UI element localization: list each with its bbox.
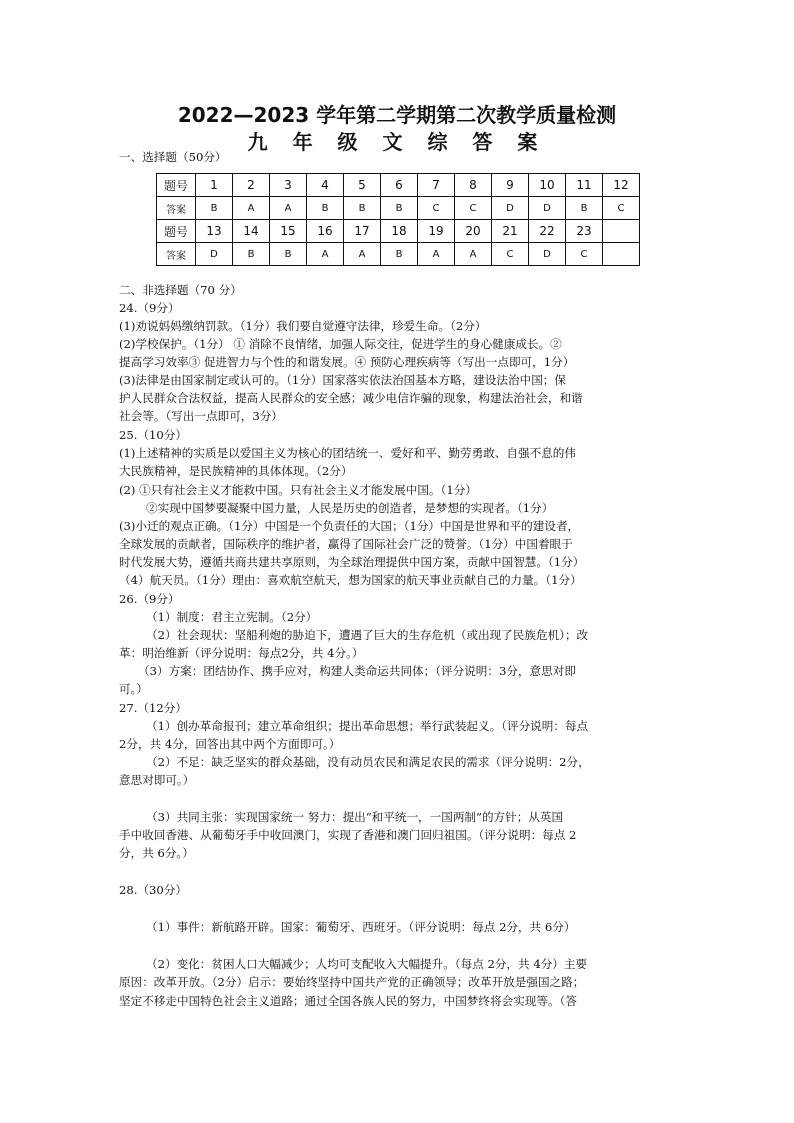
answer-line: （2）不足：缺乏坚实的群众基础，没有动员农民和满足农民的需求（评分说明：2分， <box>146 755 590 769</box>
table-cell: B <box>307 197 344 220</box>
table-cell: B <box>381 197 418 220</box>
answer-table <box>156 173 640 266</box>
answer-line: 28.（30分） <box>119 883 187 897</box>
table-cell: B <box>381 243 418 266</box>
answer-line: （1）事件：新航路开辟。国家：葡萄牙、西班牙。（评分说明：每点 2分，共 6分） <box>146 920 576 934</box>
table-cell: 22 <box>529 220 566 243</box>
answer-line: （2）社会现状：坚船利炮的胁迫下，遭遇了巨大的生存危机（或出现了民族危机）；改 <box>146 628 589 642</box>
table-cell: 21 <box>492 220 529 243</box>
table-cell: A <box>270 197 307 220</box>
answer-line: 提高学习效率③ 促进智力与个性的和谐发展。④ 预防心理疾病等（写出一点即可，1分） <box>119 355 575 369</box>
table-cell: 15 <box>270 220 307 243</box>
answer-line: （2）变化：贫困人口大幅减少；人均可支配收入大幅提升。（每点 2分，共 4分）主要 <box>146 957 588 971</box>
answer-line: (1)劝说妈妈缴纳罚款。（1分）我们要自觉遵守法律，珍爱生命。（2分） <box>119 319 487 333</box>
row-label: 答案 <box>157 197 196 220</box>
table-cell <box>603 243 640 266</box>
row-label: 答案 <box>157 243 196 266</box>
table-cell: 13 <box>196 220 233 243</box>
table-cell: 8 <box>455 174 492 197</box>
table-cell: 3 <box>270 174 307 197</box>
table-cell: B <box>270 243 307 266</box>
row-label: 题号 <box>157 220 196 243</box>
table-cell: 10 <box>529 174 566 197</box>
answer-line: 大民族精神，是民族精神的具体体现。（2分） <box>119 464 353 478</box>
table-cell <box>603 220 640 243</box>
answer-line: （1）创办革命报刊；建立革命组织；提出革命思想；举行武装起义。（评分说明：每点 <box>146 719 589 733</box>
table-cell: A <box>233 197 270 220</box>
answer-line: 护人民群众合法权益，提高人民群众的安全感；减少电信诈骗的现象，构建法治社会，和谐 <box>119 391 583 405</box>
answer-line: 坚定不移走中国特色社会主义道路；通过全国各族人民的努力，中国梦终将会实现等。（答 <box>119 994 577 1008</box>
answer-line: (2) ①只有社会主义才能救中国。只有社会主义才能发展中国。（1分） <box>119 483 477 497</box>
table-cell: 2 <box>233 174 270 197</box>
table-cell: 5 <box>344 174 381 197</box>
table-cell: 6 <box>381 174 418 197</box>
table-row <box>157 220 640 243</box>
answer-line: 手中收回香港、从葡萄牙手中收回澳门，实现了香港和澳门回归祖国。（评分说明：每点 2 <box>119 828 577 842</box>
section-heading-nonchoice: 二、非选择题（70 分） <box>119 283 242 297</box>
table-row <box>157 174 640 197</box>
table-cell: 16 <box>307 220 344 243</box>
answer-line: ②实现中国梦要凝聚中国力量，人民是历史的创造者，是梦想的实现者。（1分） <box>146 501 554 515</box>
table-cell: A <box>307 243 344 266</box>
table-cell: C <box>455 197 492 220</box>
answer-line: (3)法律是由国家制定或认可的。（1分）国家落实依法治国基本方略，建设法治中国；保 <box>119 373 566 387</box>
answer-line: 革：明治维新（评分说明：每点2分，共 4分。） <box>119 646 364 660</box>
table-cell: D <box>529 243 566 266</box>
table-cell: A <box>344 243 381 266</box>
answer-line: 全球发展的贡献者，国际秩序的维护者，赢得了国际社会广泛的赞誉。（1分）中国着眼于 <box>119 537 573 551</box>
table-cell: 7 <box>418 174 455 197</box>
table-cell: B <box>344 197 381 220</box>
table-cell: 4 <box>307 174 344 197</box>
answer-line: 27.（12分） <box>119 701 187 715</box>
answer-line: （3）共同主张：实现国家统一 努力：提出“和平统一，一国两制”的方针；从英国 <box>146 810 564 824</box>
table-cell: D <box>196 243 233 266</box>
table-cell: 14 <box>233 220 270 243</box>
answer-line: (3)小迁的观点正确。（1分）中国是一个负责任的大国；（1分）中国是世界和平的建设者， <box>119 519 580 533</box>
table-cell: C <box>418 197 455 220</box>
table-cell: D <box>529 197 566 220</box>
table-cell: B <box>566 197 603 220</box>
answer-line: （3）方案：团结协作、携手应对，构建人类命运共同体；（评分说明：3分，意思对即 <box>138 664 576 678</box>
answer-line: 24.（9分） <box>119 301 180 315</box>
table-cell: C <box>566 243 603 266</box>
answer-line: 意思对即可。） <box>119 773 195 787</box>
table-cell: D <box>492 197 529 220</box>
table-cell: 1 <box>196 174 233 197</box>
table-cell: 17 <box>344 220 381 243</box>
answer-line: 分，共 6分。） <box>119 846 194 860</box>
answer-line: (1)上述精神的实质是以爱国主义为核心的团结统一、爱好和平、勤劳勇敢、自强不息的伟 <box>119 446 576 460</box>
answer-line: 25.（10分） <box>119 428 187 442</box>
page-title: 2022—2023 学年第二学期第二次教学质量检测 <box>177 103 617 127</box>
answer-line: 社会等。（写出一点即可，3分） <box>119 409 283 423</box>
table-row <box>157 197 640 220</box>
row-label: 题号 <box>157 174 196 197</box>
table-cell: 23 <box>566 220 603 243</box>
answer-line: 2分，共 4分，回答出其中两个方面即可。） <box>119 737 341 751</box>
table-cell: A <box>418 243 455 266</box>
table-cell: 11 <box>566 174 603 197</box>
table-cell: A <box>455 243 492 266</box>
table-cell: 12 <box>603 174 640 197</box>
table-cell: B <box>233 243 270 266</box>
answer-line: (2)学校保护。（1分） ① 消除不良情绪，加强人际交往，促进学生的身心健康成长。② <box>119 337 562 351</box>
table-cell: 18 <box>381 220 418 243</box>
table-cell: C <box>603 197 640 220</box>
answer-line: 26.（9分） <box>119 592 180 606</box>
table-cell: 9 <box>492 174 529 197</box>
answer-line: 原因：改革开放。（2分）启示：要始终坚持中国共产党的正确领导；改革开放是强国之路； <box>119 975 585 989</box>
table-row <box>157 243 640 266</box>
table-cell: B <box>196 197 233 220</box>
section-heading-choice: 一、选择题（50分） <box>119 150 227 164</box>
answer-line: 可。） <box>119 682 148 696</box>
table-cell: C <box>492 243 529 266</box>
answer-line: 时代发展大势，遵循共商共建共享原则，为全球治理提供中国方案，贡献中国智慧。（1分） <box>119 555 585 569</box>
table-cell: 20 <box>455 220 492 243</box>
page-subtitle: 九 年 级 文 综 答 案 <box>247 130 547 154</box>
answer-line: （4）航天员。（1分）理由：喜欢航空航天，想为国家的航天事业贡献自己的力量。（1分） <box>119 573 582 587</box>
table-cell: 19 <box>418 220 455 243</box>
answer-line: （1）制度：君主立宪制。（2分） <box>146 610 318 624</box>
